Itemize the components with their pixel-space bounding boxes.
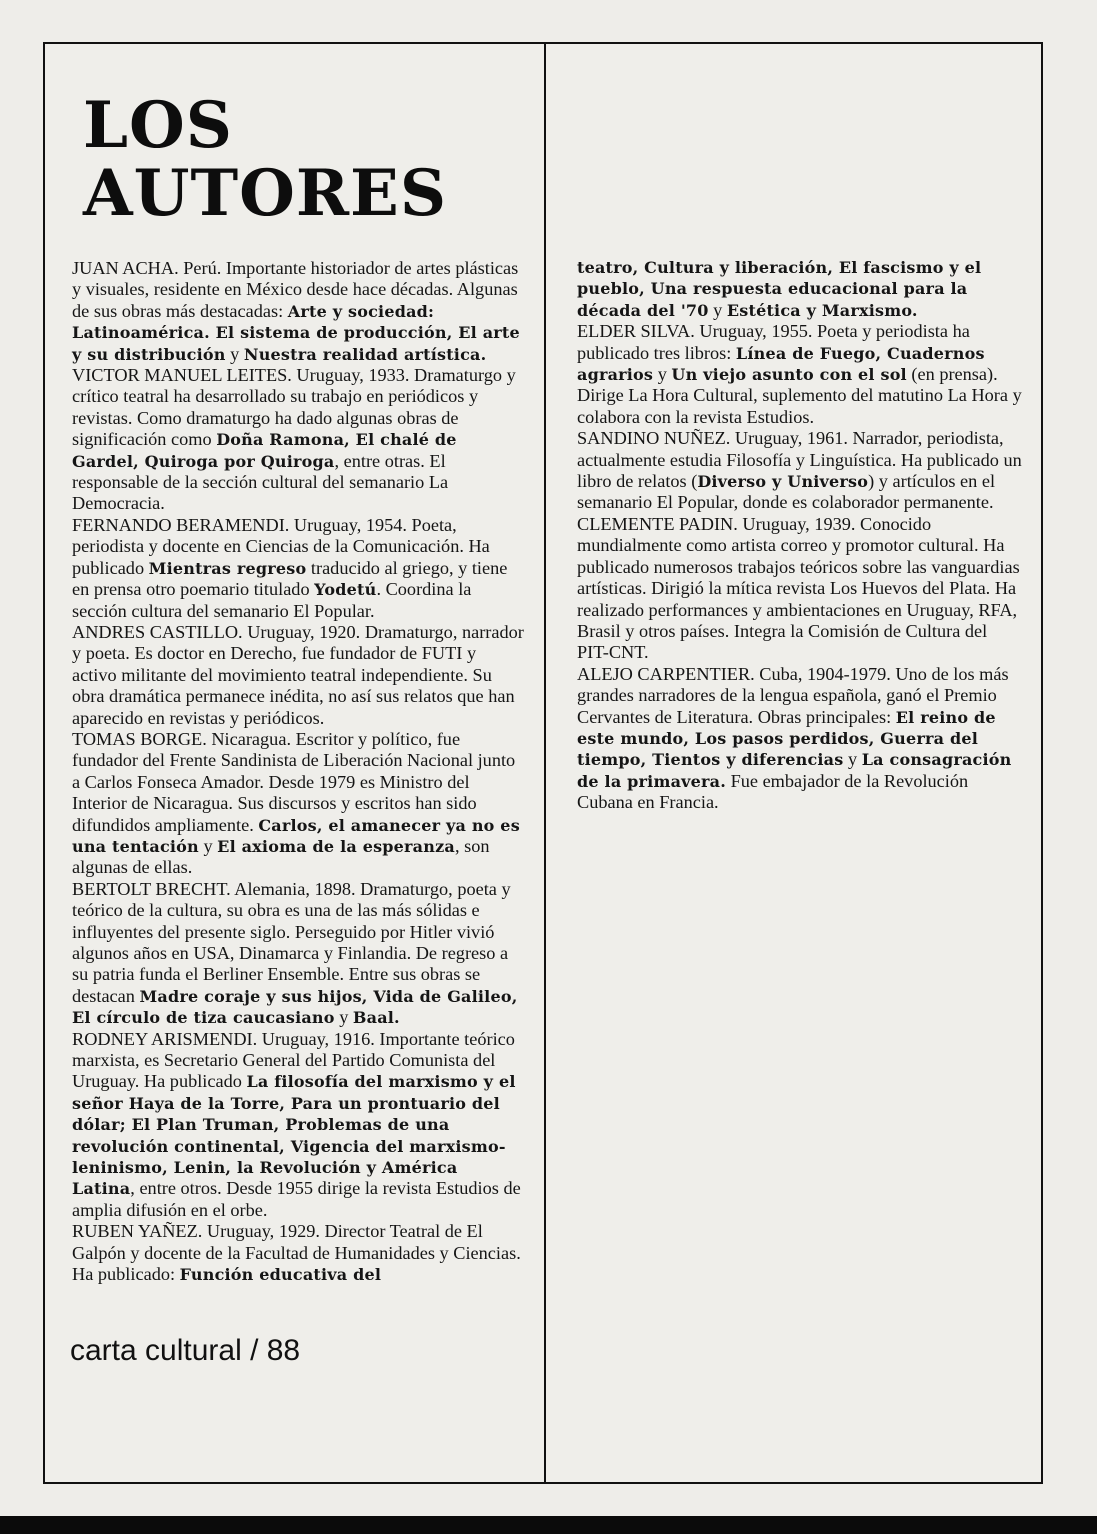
author-entry: [577, 514, 1022, 664]
work-title: Diverso y Universo: [697, 472, 869, 492]
author-entry: [577, 428, 1022, 514]
work-title: Estética y Marxismo.: [726, 300, 918, 320]
entry-text: FERNANDO BERAMENDI. Uruguay, 1954. Poeta, periodista y docente en Ciencias de la Comunicación. Ha publicado: [72, 514, 490, 578]
title-line-2: AUTORES: [83, 156, 448, 231]
author-entry: [72, 729, 524, 879]
entry-text: SANDINO NUÑEZ. Uruguay, 1961. Narrador, periodista, actualmente estudia Filosofía y Linguística. Ha publicado un libro de relatos (: [577, 428, 1022, 492]
entry-text: RODNEY ARISMENDI. Uruguay, 1916. Importante teórico marxista, es Secretario General del Partido Comunista del Uruguay. Ha publicado: [72, 1028, 515, 1092]
work-title: Baal.: [352, 1008, 400, 1028]
entry-text: y: [225, 343, 244, 364]
background-bleed-right: [1046, 60, 1097, 1460]
entry-text: RUBEN YAÑEZ. Uruguay, 1929. Director Teatral de El Galpón y docente de la Facultad de Humanidades y Ciencias. Ha publicado:: [72, 1221, 521, 1285]
left-column: [72, 258, 524, 1286]
author-entry: [72, 258, 524, 365]
entry-text: ANDRES CASTILLO. Uruguay, 1920. Dramaturgo, narrador y poeta. Es doctor en Derecho, fue fundador de FUTI y activo militante del movimiento teatral independiente. Su obra dramática permanece inédita, no así sus relatos que han aparecido en revistas y periódicos.: [72, 621, 524, 728]
entry-text: (en prensa). Dirige La Hora Cultural, suplemento del matutino La Hora y colabora con la revista Estudios.: [577, 364, 1022, 427]
work-title: Arte y sociedad: Latinoamérica. El sistema de producción, El arte y su distribución: [72, 301, 520, 364]
background-bleed-bottom: [0, 1486, 1097, 1516]
author-entry: [577, 664, 1022, 814]
entry-text: CLEMENTE PADIN. Uruguay, 1939. Conocido mundialmente como artista correo y promotor cultural. Ha publicado numerosos trabajos teóricos sobre las vanguardias artísticas. Dirigió la mítica revista Los Huevos del Plata. Ha realizado performances y ambientaciones en Uruguay, RFA, Brasil y otros países. Integra la Comisión de Cultura del PIT-CNT.: [577, 513, 1020, 663]
work-title: La consagración de la primavera.: [577, 750, 1012, 791]
work-title: El axioma de la esperanza: [217, 836, 455, 856]
entry-text: Fue embajador de la Revolución Cubana en Francia.: [577, 770, 969, 813]
column-divider: [544, 44, 546, 1482]
author-entry: [72, 1029, 524, 1222]
article-frame: [43, 42, 1043, 1484]
scan-edge-bar: [0, 1516, 1097, 1534]
entry-text: y: [198, 835, 218, 856]
entry-text: ) y artículos en el semanario El Popular, donde es colaborador permanente.: [577, 471, 996, 513]
author-entry: [72, 1221, 524, 1285]
work-title: Yodetú: [314, 580, 377, 600]
work-title: Función educativa del: [179, 1265, 382, 1285]
work-title: Mientras regreso: [148, 558, 307, 578]
entry-text: ELDER SILVA. Uruguay, 1955. Poeta y periodista ha publicado tres libros:: [577, 321, 970, 363]
author-entry: [577, 321, 1022, 428]
work-title: Madre coraje y sus hijos, Vida de Galileo, El círculo de tiza caucasiano: [72, 986, 518, 1028]
entry-text: BERTOLT BRECHT. Alemania, 1898. Dramaturgo, poeta y teórico de la cultura, su obra es una de las más sólidas e influyentes del presente siglo. Perseguido por Hitler vivió algunos años en USA, Dinamarca y Finlandia. De regreso a su patria funda el Berliner Ensemble. Entre sus obras se destacan: [72, 878, 511, 1006]
author-entry: [72, 622, 524, 729]
work-title: La filosofía del marxismo y el señor Haya de la Torre, Para un prontuario del dólar; El Plan Truman, Problemas de una revolución continental, Vigencia del marxismo-leninismo, Lenin, la Revolución y América Latina: [72, 1072, 516, 1199]
entry-text: , entre otros. Desde 1955 dirige la revista Estudios de amplia difusión en el orbe.: [72, 1178, 521, 1220]
author-entry: [577, 257, 1022, 321]
work-title: Un viejo asunto con el sol: [671, 365, 907, 385]
title-line-1: LOS: [83, 88, 233, 163]
right-column: [577, 257, 1022, 814]
work-title: Doña Ramona, El chalé de Gardel, Quiroga por Quiroga: [72, 430, 457, 471]
entry-text: , son algunas de ellas.: [72, 835, 490, 878]
entry-text: y: [653, 364, 672, 385]
entry-text: TOMAS BORGE. Nicaragua. Escritor y político, fue fundador del Frente Sandinista de Liberación Nacional junto a Carlos Fonseca Amador. Desde 1979 es Ministro del Interior de Nicaragua. Sus discursos y escritos han sido difundidos ampliamente.: [72, 728, 516, 835]
entry-text: , entre otras. El responsable de la sección cultural del semanario La Democracia.: [72, 450, 449, 514]
entry-text: JUAN ACHA. Perú. Importante historiador de artes plásticas y visuales, residente en México desde hace décadas. Algunas de sus obras más destacadas:: [72, 258, 519, 321]
page-footer: carta cultural / 88: [70, 1334, 301, 1367]
work-title: Línea de Fuego, Cuadernos agrarios: [577, 343, 985, 385]
entry-text: traducido al griego, y tiene en prensa otro poemario titulado: [72, 557, 508, 600]
author-entry: [72, 515, 524, 622]
entry-text: ALEJO CARPENTIER. Cuba, 1904-1979. Uno de los más grandes narradores de la lengua española, ganó el Premio Cervantes de Literatura. Obras principales:: [577, 663, 1009, 727]
entry-text: . Coordina la sección cultura del semanario El Popular.: [72, 579, 472, 621]
work-title: Nuestra realidad artística.: [243, 344, 487, 364]
work-title: El reino de este mundo, Los pasos perdidos, Guerra del tiempo, Tientos y diferencias: [577, 707, 996, 770]
entry-text: y: [708, 299, 727, 320]
work-title: teatro, Cultura y liberación, El fascismo y el pueblo, Una respuesta educacional para la década del '70: [577, 258, 982, 320]
entry-text: VICTOR MANUEL LEITES. Uruguay, 1933. Dramaturgo y crítico teatral ha desarrollado su trabajo en periódicos y revistas. Como dramaturgo ha dado algunas obras de significación como: [72, 365, 516, 450]
work-title: Carlos, el amanecer ya no es una tentación: [72, 815, 520, 856]
entry-text: y: [334, 1007, 353, 1028]
author-entry: [72, 879, 524, 1029]
entry-text: y: [843, 749, 862, 770]
page-title: [83, 88, 448, 231]
author-entry: [72, 365, 524, 515]
